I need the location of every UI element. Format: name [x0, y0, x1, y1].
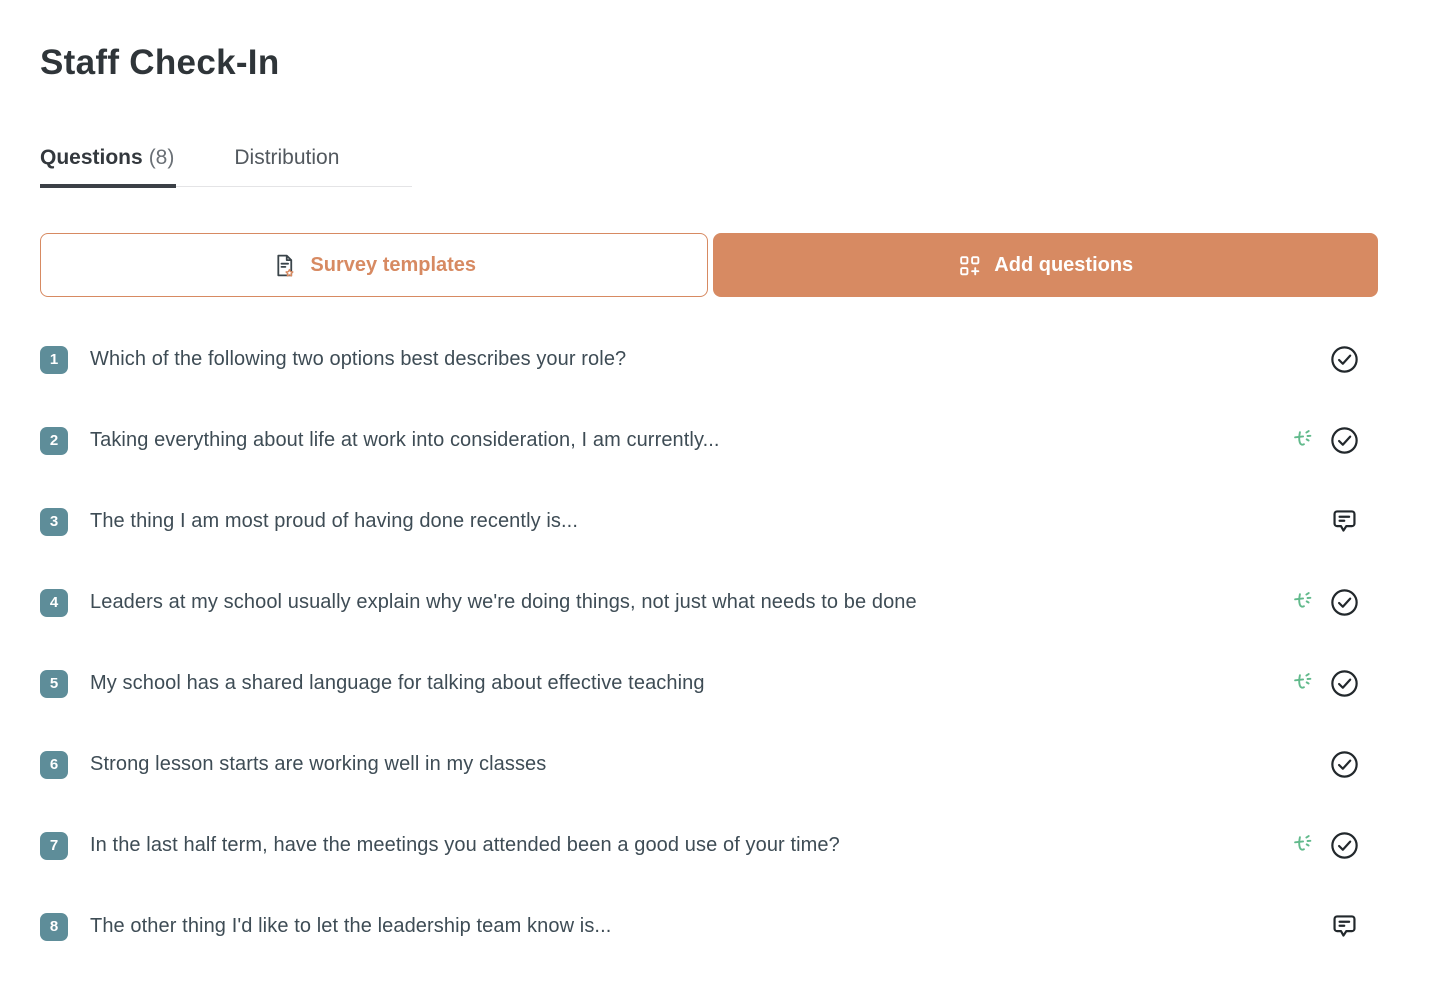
question-row[interactable]	[40, 319, 1378, 400]
question-row[interactable]	[40, 724, 1378, 805]
question-number-badge: 2	[40, 427, 68, 455]
question-row[interactable]	[40, 562, 1378, 643]
comment-bubble-icon	[1329, 506, 1360, 537]
check-circle-icon	[1329, 587, 1360, 618]
tab-questions-count: (8)	[148, 146, 175, 169]
page-title: Staff Check-In	[40, 43, 280, 82]
check-circle-icon	[1329, 668, 1360, 699]
t-sparkle-icon	[1288, 832, 1315, 859]
question-row[interactable]	[40, 481, 1378, 562]
tab-questions[interactable]	[40, 128, 176, 188]
question-number-badge: 7	[40, 832, 68, 860]
tab-questions-label: Questions	[40, 146, 143, 169]
add-questions-label: Add questions	[994, 253, 1134, 276]
question-number-badge: 8	[40, 913, 68, 941]
add-questions-button[interactable]	[713, 233, 1379, 297]
document-star-icon	[271, 252, 298, 279]
t-sparkle-icon	[1288, 427, 1315, 454]
question-icons	[1288, 344, 1378, 375]
question-number-badge: 3	[40, 508, 68, 536]
check-circle-icon	[1329, 830, 1360, 861]
question-list	[40, 319, 1378, 967]
question-icons	[1288, 668, 1378, 699]
survey-templates-button[interactable]	[40, 233, 708, 297]
grid-add-icon	[957, 253, 982, 278]
question-text: The other thing I'd like to let the leadership team know is...	[90, 915, 612, 937]
question-number-badge: 1	[40, 346, 68, 374]
question-icons	[1288, 911, 1378, 942]
survey-templates-label: Survey templates	[310, 253, 477, 276]
question-icons	[1288, 587, 1378, 618]
question-row[interactable]	[40, 805, 1378, 886]
question-text: My school has a shared language for talking about effective teaching	[90, 672, 705, 694]
question-number-badge: 4	[40, 589, 68, 617]
tab-bar	[40, 128, 412, 187]
question-icons	[1288, 830, 1378, 861]
check-circle-icon	[1329, 344, 1360, 375]
t-sparkle-icon	[1288, 670, 1315, 697]
comment-bubble-icon	[1329, 911, 1360, 942]
question-number-badge: 5	[40, 670, 68, 698]
question-number-badge: 6	[40, 751, 68, 779]
question-text: Taking everything about life at work into consideration, I am currently...	[90, 429, 720, 451]
question-text: Strong lesson starts are working well in my classes	[90, 753, 547, 775]
question-text: In the last half term, have the meetings you attended been a good use of your time?	[90, 834, 840, 856]
check-circle-icon	[1329, 425, 1360, 456]
toolbar	[40, 233, 1378, 297]
question-text: Which of the following two options best describes your role?	[90, 348, 627, 370]
question-row[interactable]	[40, 400, 1378, 481]
tab-distribution-label: Distribution	[234, 146, 340, 169]
question-text: The thing I am most proud of having done recently is...	[90, 510, 578, 532]
check-circle-icon	[1329, 749, 1360, 780]
tab-distribution[interactable]	[234, 128, 341, 188]
t-sparkle-icon	[1288, 589, 1315, 616]
question-icons	[1288, 425, 1378, 456]
question-text: Leaders at my school usually explain why we're doing things, not just what needs to be done	[90, 591, 917, 613]
question-row[interactable]	[40, 886, 1378, 967]
question-icons	[1288, 506, 1378, 537]
question-icons	[1288, 749, 1378, 780]
question-row[interactable]	[40, 643, 1378, 724]
